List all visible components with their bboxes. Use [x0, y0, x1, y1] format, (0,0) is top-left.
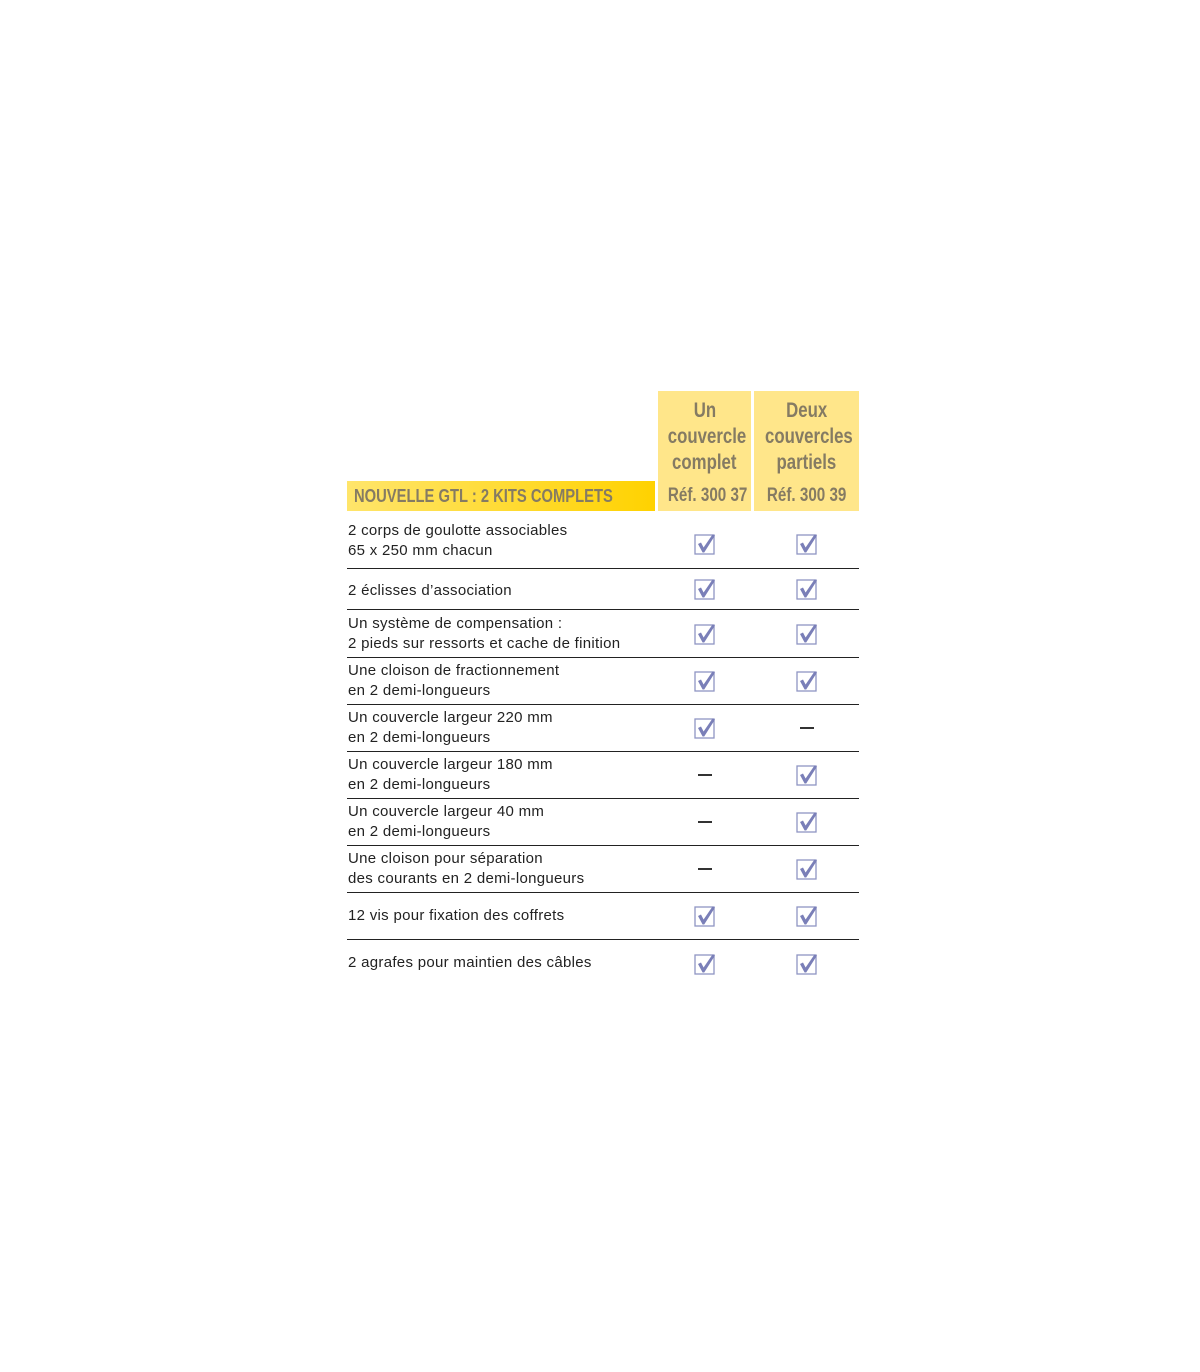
row-label-line: Un couvercle largeur 180 mm [348, 756, 553, 773]
table-row [347, 940, 859, 987]
table-header [347, 391, 859, 511]
row-cell-kit-2 [754, 940, 859, 987]
row-label-line: 65 x 250 mm chacun [348, 542, 493, 559]
row-label [348, 906, 648, 926]
checkbox-checked-icon [796, 953, 818, 975]
row-cell-kit-2 [754, 752, 859, 798]
row-cell-kit-1 [658, 846, 751, 892]
row-cell-kit-2 [754, 893, 859, 939]
row-cell-kit-2 [754, 705, 859, 751]
table-row [347, 569, 859, 610]
row-label-line: 2 corps de goulotte associables [348, 522, 568, 539]
table-row [347, 893, 859, 940]
row-cell-kit-1 [658, 610, 751, 657]
column-header-name-line: couvercle [667, 425, 747, 448]
column-header-name-line: partiels [776, 451, 837, 474]
dash-icon [800, 727, 814, 729]
row-cell-kit-1 [658, 893, 751, 939]
row-label-line: 2 éclisses d’association [348, 582, 512, 599]
row-cell-kit-1 [658, 705, 751, 751]
row-label-line: en 2 demi-longueurs [348, 729, 491, 746]
row-cell-kit-2 [754, 846, 859, 892]
row-label [348, 755, 648, 795]
checkbox-checked-icon [796, 578, 818, 600]
row-label [348, 581, 648, 601]
dash-icon [698, 821, 712, 823]
row-cell-kit-1 [658, 940, 751, 987]
table-row [347, 752, 859, 799]
row-label-line: Une cloison pour séparation [348, 850, 543, 867]
table-row [347, 658, 859, 705]
column-header-ref: Réf. 300 37 [667, 485, 748, 506]
row-label [348, 708, 648, 748]
row-label-line: en 2 demi-longueurs [348, 823, 491, 840]
column-header-name-line: Un [693, 399, 716, 422]
table-row [347, 610, 859, 658]
row-label [348, 661, 648, 701]
column-header-name [754, 398, 859, 476]
checkbox-checked-icon [694, 623, 716, 645]
row-cell-kit-1 [658, 658, 751, 704]
row-label-line: en 2 demi-longueurs [348, 776, 491, 793]
row-cell-kit-2 [754, 569, 859, 609]
column-header-name [658, 398, 751, 476]
row-cell-kit-1 [658, 569, 751, 609]
column-header-kit-2 [754, 391, 859, 511]
row-label-line: Une cloison de fractionnement [348, 662, 560, 679]
checkbox-checked-icon [796, 623, 818, 645]
checkbox-checked-icon [796, 811, 818, 833]
row-cell-kit-1 [658, 799, 751, 845]
row-label-line: 2 agrafes pour maintien des câbles [348, 954, 592, 971]
checkbox-checked-icon [694, 578, 716, 600]
column-header-name-line: Deux [785, 399, 828, 422]
column-header-name-line: couvercles [764, 425, 853, 448]
row-label [348, 802, 648, 842]
row-label-line: 12 vis pour fixation des coffrets [348, 907, 565, 924]
table-title: NOUVELLE GTL : 2 KITS COMPLETS [354, 486, 613, 506]
row-label [348, 953, 648, 973]
checkbox-checked-icon [694, 905, 716, 927]
kits-comparison-table [347, 391, 859, 971]
column-header-name-line: complet [672, 451, 737, 474]
row-label-line: Un couvercle largeur 220 mm [348, 709, 553, 726]
checkbox-checked-icon [796, 858, 818, 880]
table-row [347, 799, 859, 846]
row-cell-kit-2 [754, 799, 859, 845]
checkbox-checked-icon [694, 717, 716, 739]
row-label-line: des courants en 2 demi-longueurs [348, 870, 585, 887]
table-title-band [347, 481, 655, 511]
row-cell-kit-1 [658, 752, 751, 798]
checkbox-checked-icon [796, 764, 818, 786]
table-row [347, 846, 859, 893]
row-cell-kit-2 [754, 519, 859, 568]
row-label [348, 849, 648, 889]
checkbox-checked-icon [694, 533, 716, 555]
column-header-ref: Réf. 300 39 [766, 485, 847, 506]
row-cell-kit-2 [754, 610, 859, 657]
table-row [347, 519, 859, 569]
row-label-line: en 2 demi-longueurs [348, 682, 491, 699]
column-header-kit-1 [658, 391, 751, 511]
row-label [348, 521, 648, 561]
row-cell-kit-1 [658, 519, 751, 568]
checkbox-checked-icon [694, 953, 716, 975]
row-label-line: Un système de compensation : [348, 615, 563, 632]
checkbox-checked-icon [796, 905, 818, 927]
checkbox-checked-icon [796, 670, 818, 692]
dash-icon [698, 868, 712, 870]
table-row [347, 705, 859, 752]
row-label-line: Un couvercle largeur 40 mm [348, 803, 545, 820]
row-label [348, 614, 648, 654]
checkbox-checked-icon [796, 533, 818, 555]
checkbox-checked-icon [694, 670, 716, 692]
table-body [347, 519, 859, 987]
dash-icon [698, 774, 712, 776]
row-cell-kit-2 [754, 658, 859, 704]
row-label-line: 2 pieds sur ressorts et cache de finition [348, 635, 621, 652]
